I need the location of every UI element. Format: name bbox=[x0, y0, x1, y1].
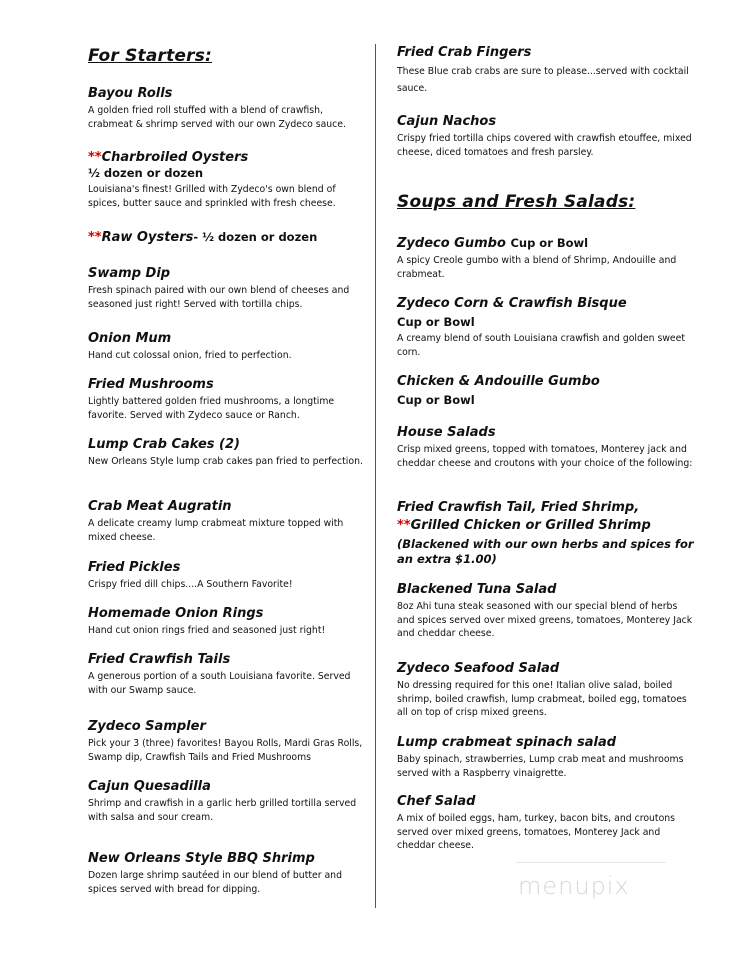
item-desc: Crisp mixed greens, topped with tomatoes, Monterey jack and cheddar cheese and croutons with your choice of the following: bbox=[397, 444, 693, 469]
section-title-starters: For Starters: bbox=[88, 46, 213, 66]
section-title-soups-salads: Soups and Fresh Salads: bbox=[397, 192, 636, 212]
item-desc: Hand cut onion rings fried and seasoned just right! bbox=[88, 625, 326, 636]
star-marker: ** bbox=[88, 150, 102, 165]
menu-item-zydeco-seafood-salad bbox=[397, 661, 697, 720]
item-name-row bbox=[397, 518, 697, 534]
item-name: New Orleans Style BBQ Shrimp bbox=[88, 851, 315, 866]
menu-item-house-salads bbox=[397, 425, 697, 470]
item-desc: Pick your 3 (three) favorites! Bayou Rolls, Mardi Gras Rolls, Swamp dip, Crawfish Tails and Fried Mushrooms bbox=[88, 738, 363, 763]
item-desc: A golden fried roll stuffed with a blend of crawfish, crabmeat & shrimp served with our own Zydeco sauce. bbox=[88, 105, 346, 130]
menu-item-bbq-shrimp bbox=[88, 851, 366, 896]
item-size: - ½ dozen or dozen bbox=[193, 230, 318, 244]
item-desc: New Orleans Style lump crab cakes pan fried to perfection. bbox=[88, 456, 363, 467]
menu-item-onion-mum bbox=[88, 331, 292, 363]
item-desc: A spicy Creole gumbo with a blend of Shrimp, Andouille and crabmeat. bbox=[397, 255, 677, 280]
menu-item-crab-meat-augratin bbox=[88, 499, 366, 544]
item-name: Homemade Onion Rings bbox=[88, 606, 264, 621]
item-name: Fried Crawfish Tail, Fried Shrimp, bbox=[397, 500, 640, 515]
menu-item-blackened-tuna-salad bbox=[397, 582, 697, 641]
item-desc: 8oz Ahi tuna steak seasoned with our special blend of herbs and spices served over mixed greens, tomatoes, Monterey Jack and cheddar cheese. bbox=[397, 601, 693, 639]
item-name: Bayou Rolls bbox=[88, 86, 173, 101]
item-name: Zydeco Gumbo bbox=[397, 236, 506, 251]
item-name: Chef Salad bbox=[397, 794, 476, 809]
item-size: Cup or Bowl bbox=[510, 236, 589, 250]
item-size: ½ dozen or dozen bbox=[88, 166, 204, 180]
item-desc: Shrimp and crawfish in a garlic herb grilled tortilla served with salsa and sour cream. bbox=[88, 798, 357, 823]
item-name: Fried Crab Fingers bbox=[397, 45, 532, 60]
item-name-row bbox=[397, 235, 697, 252]
item-desc: A delicate creamy lump crabmeat mixture topped with mixed cheese. bbox=[88, 518, 344, 543]
menu-item-salad-toppings bbox=[397, 500, 697, 567]
item-desc: A mix of boiled eggs, ham, turkey, bacon bits, and croutons served over mixed greens, tomatoes, Monterey Jack and cheddar cheese. bbox=[397, 813, 675, 851]
item-name: Fried Mushrooms bbox=[88, 377, 214, 392]
item-name: Swamp Dip bbox=[88, 266, 171, 281]
menu-item-charbroiled-oysters bbox=[88, 150, 366, 210]
item-name-row bbox=[88, 229, 317, 246]
item-name: Zydeco Seafood Salad bbox=[397, 661, 560, 676]
item-size: Cup or Bowl bbox=[397, 393, 475, 407]
item-desc: Crispy fried tortilla chips covered with crawfish etouffee, mixed cheese, diced tomatoes and fresh parsley. bbox=[397, 133, 692, 158]
item-name-row bbox=[88, 150, 366, 166]
item-name: Fried Crawfish Tails bbox=[88, 652, 231, 667]
item-desc: These Blue crab crabs are sure to please...served with cocktail sauce. bbox=[397, 66, 689, 94]
item-desc: Louisiana's finest! Grilled with Zydeco's own blend of spices, butter sauce and sprinkled with fresh cheese. bbox=[88, 184, 336, 209]
menu-item-corn-crawfish-bisque bbox=[397, 296, 697, 359]
menu-item-zydeco-gumbo bbox=[397, 235, 697, 281]
item-name: Charbroiled Oysters bbox=[101, 150, 249, 165]
item-note: (Blackened with our own herbs and spices for an extra $1.00) bbox=[397, 537, 694, 566]
menu-item-lump-crabmeat-spinach-salad bbox=[397, 735, 697, 780]
item-name: Lump Crab Cakes (2) bbox=[88, 437, 240, 452]
item-desc: Lightly battered golden fried mushrooms, a longtime favorite. Served with Zydeco sauce or Ranch. bbox=[88, 396, 335, 421]
item-desc: Fresh spinach paired with our own blend of cheeses and seasoned just right! Served with tortilla chips. bbox=[88, 285, 350, 310]
item-desc: Crispy fried dill chips....A Southern Favorite! bbox=[88, 579, 293, 590]
menu-item-bayou-rolls bbox=[88, 86, 366, 131]
menu-item-cajun-quesadilla bbox=[88, 779, 366, 824]
item-desc: Baby spinach, strawberries, Lump crab meat and mushrooms served with a Raspberry vinaigrette. bbox=[397, 754, 684, 779]
item-name: Crab Meat Augratin bbox=[88, 499, 232, 514]
menu-item-onion-rings bbox=[88, 606, 325, 638]
item-name-2: Grilled Chicken or Grilled Shrimp bbox=[410, 518, 651, 533]
menu-item-chef-salad bbox=[397, 794, 697, 853]
menu-item-fried-crab-fingers bbox=[397, 45, 697, 97]
item-name: House Salads bbox=[397, 425, 496, 440]
item-desc: A generous portion of a south Louisiana favorite. Served with our Swamp sauce. bbox=[88, 671, 351, 696]
item-name: Fried Pickles bbox=[88, 560, 181, 575]
item-name: Cajun Nachos bbox=[397, 114, 497, 129]
watermark-line bbox=[516, 862, 666, 863]
item-name: Chicken & Andouille Gumbo bbox=[397, 374, 600, 389]
item-desc: Dozen large shrimp sautéed in our blend of butter and spices served with bread for dipping. bbox=[88, 870, 342, 895]
item-name: Zydeco Sampler bbox=[88, 719, 206, 734]
menu-item-cajun-nachos bbox=[397, 114, 697, 159]
item-size: Cup or Bowl bbox=[397, 315, 475, 329]
item-name: Raw Oysters bbox=[101, 230, 194, 245]
menu-item-chicken-andouille-gumbo bbox=[397, 374, 600, 408]
item-name: Blackened Tuna Salad bbox=[397, 582, 557, 597]
item-name: Lump crabmeat spinach salad bbox=[397, 735, 617, 750]
item-desc: Hand cut colossal onion, fried to perfection. bbox=[88, 350, 292, 361]
item-name: Zydeco Corn & Crawfish Bisque bbox=[397, 296, 627, 311]
menu-item-fried-pickles bbox=[88, 560, 293, 592]
menu-item-fried-mushrooms bbox=[88, 377, 366, 422]
star-marker: ** bbox=[397, 518, 411, 533]
item-name: Onion Mum bbox=[88, 331, 172, 346]
column-divider bbox=[375, 44, 376, 908]
menu-item-swamp-dip bbox=[88, 266, 366, 311]
star-marker: ** bbox=[88, 230, 102, 245]
watermark-logo: menupix bbox=[518, 872, 630, 900]
menu-item-lump-crab-cakes bbox=[88, 437, 363, 469]
item-desc: No dressing required for this one! Italian olive salad, boiled shrimp, boiled crawfish, lump crabmeat, boiled egg, tomatoes all on top of crisp mixed greens. bbox=[397, 680, 687, 718]
item-name: Cajun Quesadilla bbox=[88, 779, 211, 794]
item-desc: A creamy blend of south Louisiana crawfish and golden sweet corn. bbox=[397, 333, 686, 358]
menu-item-raw-oysters bbox=[88, 229, 317, 246]
menu-item-zydeco-sampler bbox=[88, 719, 366, 764]
menu-item-fried-crawfish-tails bbox=[88, 652, 366, 697]
